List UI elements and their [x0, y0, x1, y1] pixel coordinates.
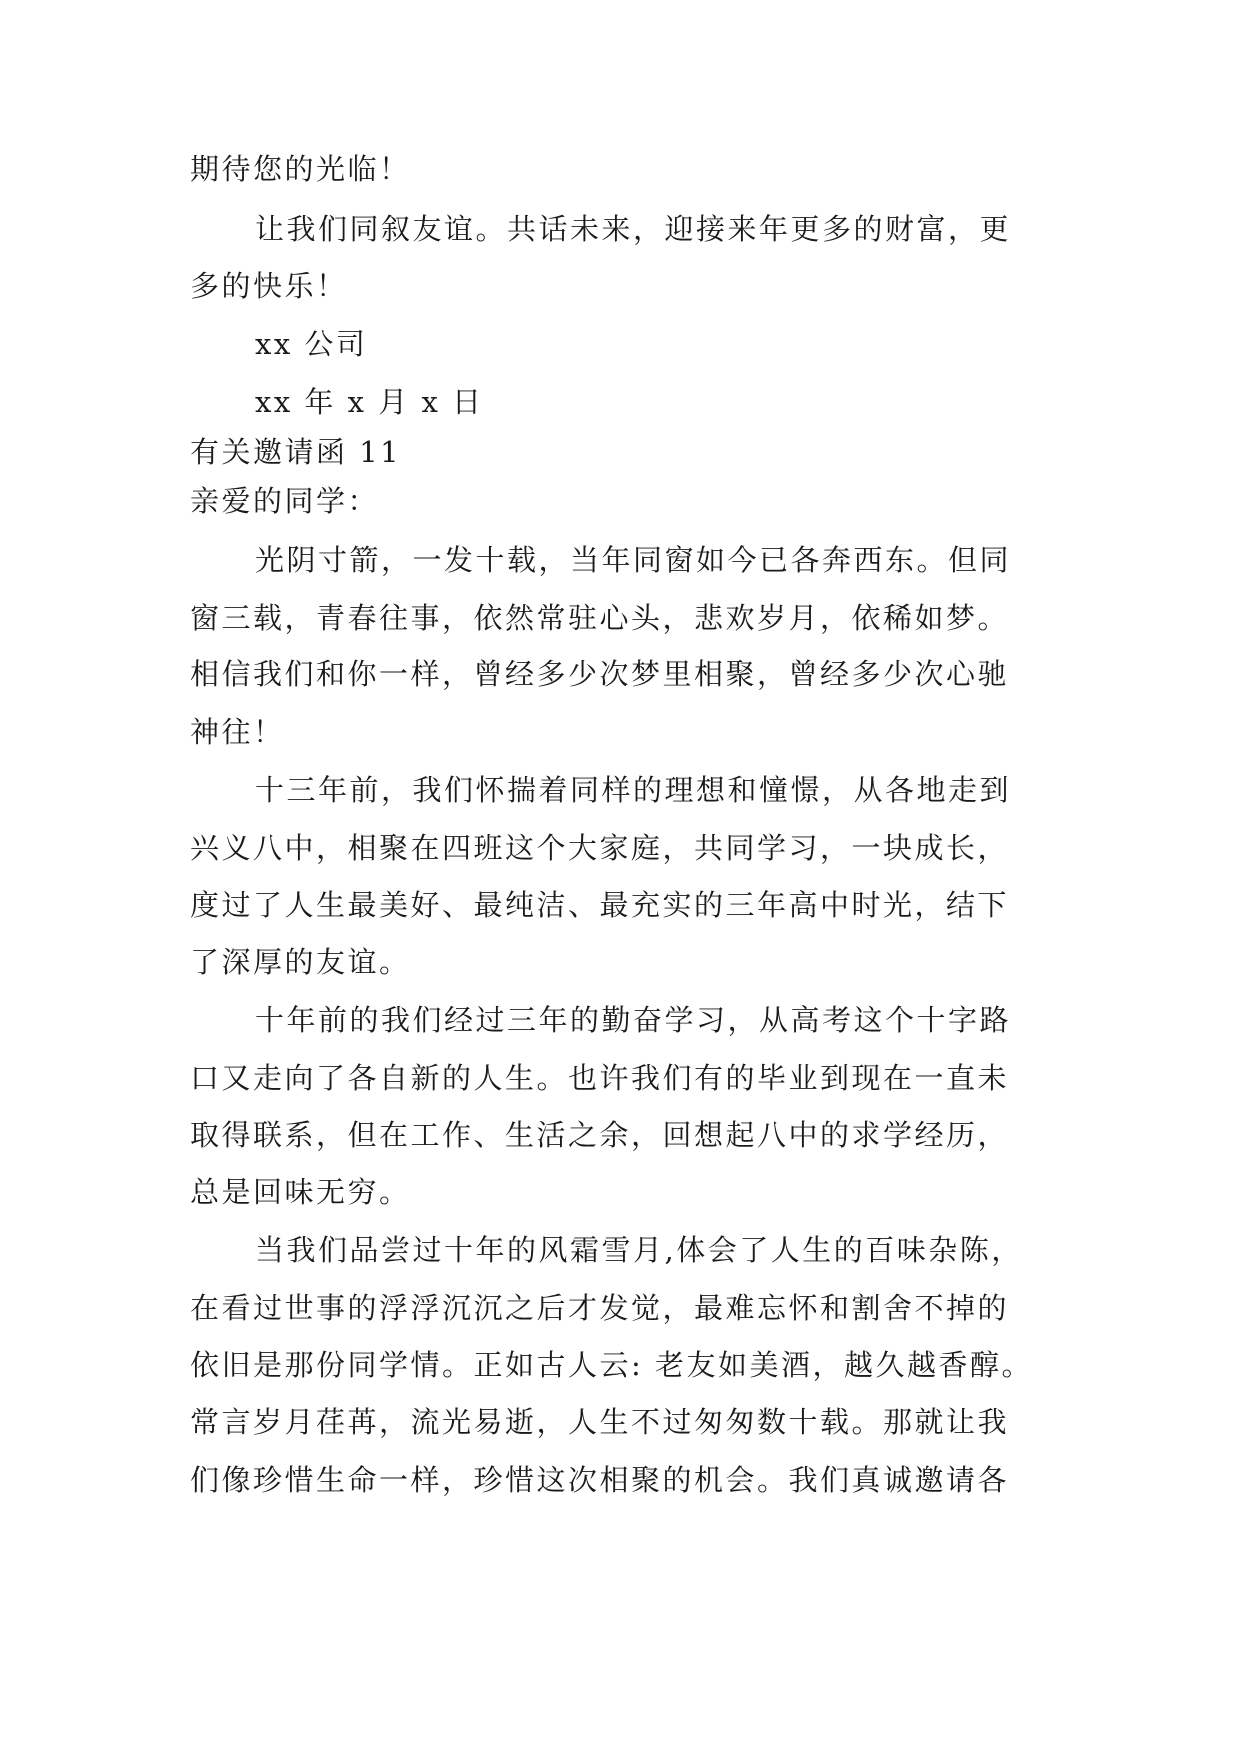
text-line: 兴义八中，相聚在四班这个大家庭，共同学习，一块成长， [190, 831, 1010, 865]
date-line: xx 年 x 月 x 日 [255, 385, 484, 419]
text-line: 让我们同叙友谊。共话未来，迎接来年更多的财富，更 [255, 212, 1012, 246]
text-line: 神往！ [190, 715, 285, 749]
text-line: 了深厚的友谊。 [190, 945, 411, 979]
text-line: 当我们品尝过十年的风霜雪月,体会了人生的百味杂陈， [255, 1233, 1023, 1267]
section-title: 有关邀请函 11 [190, 435, 402, 469]
text-line: 光阴寸箭，一发十载，当年同窗如今已各奔西东。但同 [255, 543, 1012, 577]
text-line: 十年前的我们经过三年的勤奋学习，从高考这个十字路 [255, 1003, 1012, 1037]
text-line: 们像珍惜生命一样，珍惜这次相聚的机会。我们真诚邀请各 [190, 1463, 1010, 1497]
text-line: 窗三载，青春往事，依然常驻心头，悲欢岁月，依稀如梦。 [190, 601, 1010, 635]
text-line: 相信我们和你一样，曾经多少次梦里相聚，曾经多少次心驰 [190, 657, 1010, 691]
text-line: 常言岁月荏苒，流光易逝，人生不过匆匆数十载。那就让我 [190, 1405, 1010, 1439]
text-line: 十三年前，我们怀揣着同样的理想和憧憬，从各地走到 [255, 773, 1012, 807]
text-line: 取得联系，但在工作、生活之余，回想起八中的求学经历， [190, 1118, 1010, 1152]
text-line: 口又走向了各自新的人生。也许我们有的毕业到现在一直未 [190, 1061, 1010, 1095]
salutation: 亲爱的同学： [190, 484, 380, 518]
text-line: 多的快乐！ [190, 269, 348, 303]
text-line: 在看过世事的浮浮沉沉之后才发觉，最难忘怀和割舍不掉的 [190, 1291, 1010, 1325]
company-name: xx 公司 [255, 327, 368, 361]
text-line: 依旧是那份同学情。正如古人云: 老友如美酒，越久越香醇。 [190, 1348, 1033, 1382]
text-line: 期待您的光临！ [190, 152, 411, 186]
text-line: 度过了人生最美好、最纯洁、最充实的三年高中时光，结下 [190, 888, 1010, 922]
text-line: 总是回味无穷。 [190, 1175, 411, 1209]
